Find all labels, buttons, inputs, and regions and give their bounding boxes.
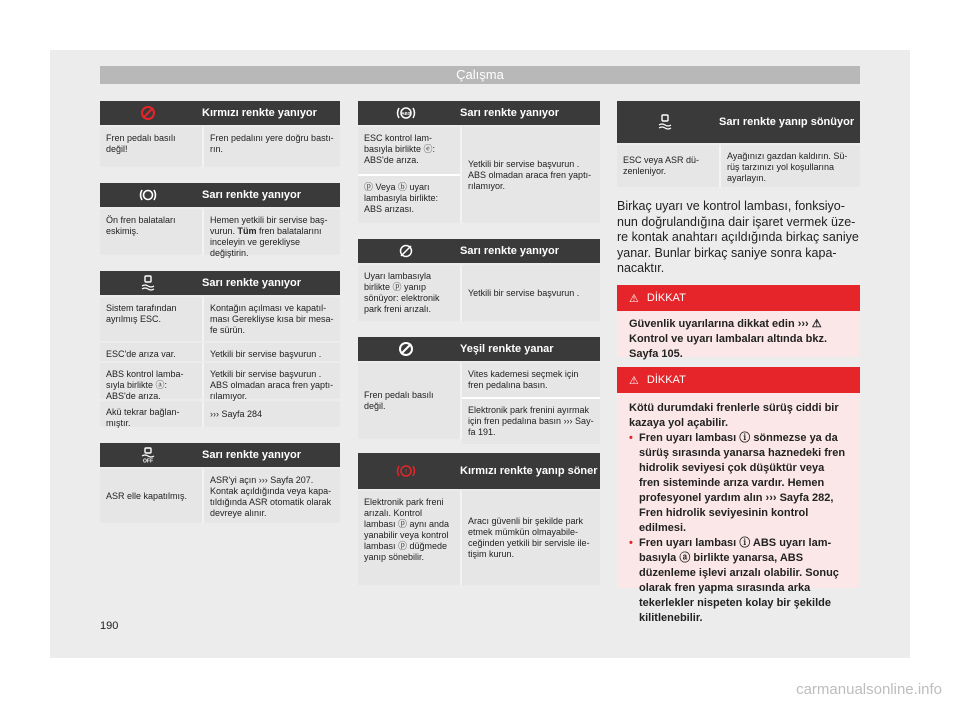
table-header (358, 101, 600, 125)
table-title: Kırmızı renkte yanıyor (202, 107, 317, 119)
action-stack (460, 363, 600, 439)
page-number: 190 (100, 620, 119, 632)
warning-body: Güvenlik uyarılarına dikkat edin ››› ⚠ Kontrol ve uyarı lambaları altında bkz. Sayfa 105. (629, 318, 828, 360)
warning-header (617, 367, 860, 393)
esc-car-icon (100, 275, 196, 291)
section-header: Çalışma (100, 66, 860, 84)
bullet-icon: • (629, 432, 633, 444)
cause-cell: Akü tekrar bağlanmıştır. (100, 401, 202, 427)
table-title: Sarı renkte yanıyor (202, 449, 302, 461)
table-brake-pads (100, 183, 340, 258)
table-title: Yeşil renkte yanar (460, 343, 554, 355)
right-column (617, 101, 860, 187)
cause-stack (358, 127, 460, 223)
watermark: carmanualsonline.info (796, 681, 942, 698)
table-row (100, 467, 340, 523)
warning-triangle-icon: ⚠ (629, 292, 639, 305)
action-cell: Vites kademesi seçmek için fren pedalına basın. (462, 363, 600, 397)
no-brake-red-icon (100, 105, 196, 121)
table-epb (358, 239, 600, 321)
asr-off-icon (100, 447, 196, 463)
list-item (629, 536, 848, 626)
table-title: Sarı renkte yanıyor (460, 107, 560, 119)
parking-brake-red-icon (358, 464, 454, 478)
warning-intro: Kötü durumdaki frenlerle sürüş ciddi bir kazaya yol açabilir. (629, 402, 839, 429)
table-red-brake (100, 101, 340, 167)
svg-text:ABS: ABS (401, 111, 411, 116)
table-header (617, 101, 860, 143)
table-row (100, 361, 340, 399)
table-header (100, 271, 340, 295)
cause-cell: Ön fren balataları eskimiş. (100, 209, 202, 255)
cause-cell: ASR elle kapatılmış. (100, 469, 202, 523)
svg-text:OFF: OFF (143, 458, 153, 463)
table-asr (100, 443, 340, 523)
table-row (100, 207, 340, 258)
action-text: Hemen yetkili bir servise başvurun. (210, 215, 328, 236)
abs-icon (358, 106, 454, 120)
table-header (100, 183, 340, 207)
table-row (358, 489, 600, 585)
action-cell: Yetkili bir servise başvurun . ABS olmadan araca fren yaptırılamıyor. (460, 127, 600, 223)
cause-cell: Elektronik park freni arızalı. Kontrol lambası ⓟ aynı anda yanabilir veya kontrol lambası ⓟ düğmede yanıp sönebilir. (358, 491, 460, 585)
table-header (358, 239, 600, 263)
warning-header (617, 285, 860, 311)
action-cell (202, 209, 340, 258)
action-text: fren balatalarını inceleyin ve gerekliyse değiştirin. (210, 226, 322, 258)
cause-cell: Fren pedalı basılı değil! (100, 127, 202, 167)
table-row (358, 125, 600, 223)
action-cell: Yetkili bir servise başvurun . ABS olmadan araca fren yaptırılamıyor. (202, 363, 340, 399)
cause-cell: ESC veya ASR düzenleniyor. (617, 145, 719, 187)
action-cell: Ayağınızı gazdan kaldırın. Sürüş tarzınızı yol koşullarına ayarlayın. (719, 145, 860, 187)
bullet-icon: • (629, 537, 633, 549)
action-cell: Kontağın açılması ve kapatılması Gerekliyse kısa bir mesafe sürün. (202, 297, 340, 341)
table-header (100, 101, 340, 125)
action-cell: Fren pedalını yere doğru bastırın. (202, 127, 340, 167)
left-column (100, 101, 340, 523)
table-row (100, 295, 340, 341)
cause-cell: Uyarı lambasıyla birlikte ⓟ yanıp sönüyor: elektronik park freni arızalı. (358, 265, 460, 321)
table-abs (358, 101, 600, 223)
table-row (100, 399, 340, 427)
table-header (100, 443, 340, 467)
cause-cell: ESC kontrol lambasıyla birlikte ⓔ: ABS'de arıza. (358, 127, 460, 174)
cause-cell: ABS kontrol lambasıyla birlikte ⓐ: ABS'de arıza. (100, 363, 202, 399)
warning-triangle-icon: ⚠ (629, 374, 639, 387)
table-red-blink (358, 453, 600, 585)
table-row (358, 263, 600, 321)
table-title: Sarı renkte yanıyor (202, 189, 302, 201)
cause-cell: ⓟ Veya ⓑ uyarı lambasıyla birlikte: ABS arızası. (358, 176, 460, 223)
warning-body (617, 393, 860, 634)
epb-fault-icon (358, 243, 454, 259)
action-cell: Yetkili bir servise başvurun . (202, 343, 340, 361)
table-esc-blink (617, 101, 860, 187)
warning-box-brakes (617, 367, 860, 624)
table-row (100, 341, 340, 361)
warning-box-safety (617, 285, 860, 360)
cause-cell: ESC'de arıza var. (100, 343, 202, 361)
action-cell: Elektronik park frenini ayırmak için fren pedalına basın ››› Sayfa 191. (462, 399, 600, 444)
no-brake-green-icon (358, 341, 454, 357)
body-paragraph: Birkaç uyarı ve kontrol lambası, fonksiyonun doğrulandığına dair işaret vermek üzere kontak anahtarı açıldığında birkaç saniye yanar. Bunlar birkaç saniye sonra kapanacaktır. (617, 199, 859, 275)
table-title: Sarı renkte yanıyor (460, 245, 560, 257)
table-title: Sarı renkte yanıp sönüyor (719, 116, 855, 128)
cause-cell: Sistem tarafından ayrılmış ESC. (100, 297, 202, 341)
table-title: Kırmızı renkte yanıp söner (460, 465, 598, 477)
svg-text:!: ! (405, 469, 407, 476)
action-bold: Tüm (237, 226, 257, 236)
action-cell: Aracı güvenli bir şekilde park etmek mümkün olmayabileceğinden yetkili bir servisle iletişim kurun. (460, 491, 600, 585)
action-cell: Yetkili bir servise başvurun . (460, 265, 600, 321)
page-link[interactable]: ››› Sayfa 284 (202, 401, 340, 427)
action-cell: ASR'yi açın ››› Sayfa 207. Kontak açıldığında veya kapatıldığında ASR otomatik olarak devreye alınır. (202, 469, 340, 523)
list-item (629, 431, 848, 536)
esc-blink-icon (617, 114, 713, 130)
table-header (358, 453, 600, 489)
table-row (617, 143, 860, 187)
middle-column (358, 101, 600, 585)
table-green (358, 337, 600, 439)
table-row (100, 125, 340, 167)
warning-title: DİKKAT (646, 374, 686, 386)
table-title: Sarı renkte yanıyor (202, 277, 302, 289)
list-item-text: Fren uyarı lambası ⓘ ABS uyarı lambasıyla ⓐ birlikte yanarsa, ABS düzenleme işlevi arızalı olabilir. Sonuç olarak fren yapma sırasında arka tekerlekler nispeten kolay bir şekilde kilitlenebilir. (639, 537, 839, 624)
cause-cell: Fren pedalı basılı değil. (358, 363, 460, 439)
list-item-text: Fren uyarı lambası ⓘ sönmezse ya da sürüş sırasında yanarsa haznedeki fren hidrolik seviyesi çok düşüktür veya fren sisteminde arıza vardır. Hemen profesyonel yardım alın ››› Sayfa 282, Fren hidrolik seviyesinin kontrol edilmesi. (639, 432, 846, 534)
brake-pad-icon (100, 188, 196, 202)
table-header (358, 337, 600, 361)
warning-title: DİKKAT (646, 292, 686, 304)
table-row (358, 361, 600, 439)
table-esc (100, 271, 340, 427)
